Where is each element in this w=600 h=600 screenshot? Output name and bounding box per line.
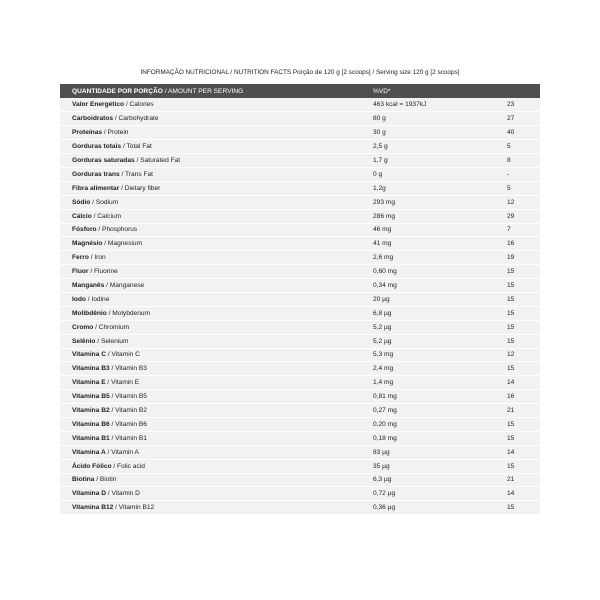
nutrient-amount: 293 mg	[373, 198, 395, 206]
nutrient-amount: 5,2 µg	[373, 323, 392, 331]
nutrient-daily-value: 15	[507, 434, 515, 442]
nutrient-name-pt: Cromo	[72, 323, 94, 331]
nutrient-name-en: / Protein	[102, 129, 129, 137]
table-row	[60, 98, 540, 112]
nutrient-name-pt: Selênio	[72, 337, 96, 345]
table-header-row	[60, 84, 540, 98]
nutrient-name	[60, 279, 361, 293]
nutrient-amount: 1,7 g	[373, 157, 388, 164]
nutrient-name-en: / Iron	[88, 254, 106, 262]
nutrient-daily-value: 7	[507, 226, 511, 234]
table-row	[60, 473, 540, 487]
table-row	[60, 251, 540, 265]
nutrient-name-pt: Proteínas	[72, 129, 103, 137]
nutrient-name-pt: Sódio	[72, 198, 91, 206]
nutrient-name	[60, 431, 361, 445]
nutrient-name-pt: Vitamina B12	[72, 504, 114, 512]
nutrient-amount: 6,8 µg	[373, 309, 392, 317]
nutrient-amount: 0,60 mg	[373, 268, 397, 276]
nutrient-amount: 0,18 mg	[373, 434, 397, 442]
nutrient-amount: 0,34 mg	[373, 282, 397, 290]
nutrient-name-pt: Carboidratos	[72, 115, 114, 123]
header-daily-value: %VD*	[373, 87, 391, 95]
nutrient-amount: 20 µg	[373, 295, 390, 303]
nutrient-daily-value: 16	[507, 393, 515, 401]
nutrient-name	[60, 237, 361, 251]
nutrient-name	[60, 265, 361, 279]
nutrient-name-pt: Gorduras trans	[72, 170, 120, 178]
nutrient-name-pt: Molibdênio	[72, 309, 107, 317]
header-qty-en: / AMOUNT PER SERVING	[162, 87, 244, 95]
nutrient-amount: 0,27 mg	[373, 407, 397, 415]
table-row	[60, 348, 540, 362]
nutrient-amount: 0,72 µg	[373, 490, 396, 498]
nutrient-name-pt: Gorduras saturadas	[72, 157, 135, 164]
table-row	[60, 417, 540, 431]
table-row	[60, 112, 540, 126]
nutrient-daily-value: 23	[507, 101, 515, 109]
table-row	[60, 459, 540, 473]
nutrient-daily-value: 15	[507, 462, 515, 470]
nutrient-name-en: / Vitamin C	[105, 351, 140, 359]
nutrient-name-en: / Folic acid	[111, 462, 145, 470]
table-row	[60, 501, 540, 515]
nutrient-name-en: / Manganese	[104, 282, 145, 290]
nutrient-daily-value: 21	[507, 476, 515, 484]
table-row	[60, 209, 540, 223]
nutrient-daily-value: -	[507, 170, 510, 178]
table-row	[60, 279, 540, 293]
nutrient-name-pt: Vitamina B2	[72, 407, 110, 415]
nutrient-daily-value: 12	[507, 351, 515, 359]
nutrient-amount: 0,20 mg	[373, 420, 397, 428]
nutrient-amount: 5,3 mg	[373, 351, 394, 359]
nutrient-amount: 6,3 µg	[373, 476, 392, 484]
nutrient-name	[60, 362, 361, 376]
nutrient-name	[60, 292, 361, 306]
table-row	[60, 195, 540, 209]
table-row	[60, 362, 540, 376]
nutrient-name-en: / Selenium	[95, 337, 129, 345]
nutrient-name-pt: Valor Energético	[72, 101, 125, 109]
nutrient-name-en: / Sodium	[90, 198, 119, 206]
nutrient-name-en: / Phosphorus	[96, 226, 138, 234]
nutrient-name-pt: Fluor	[72, 268, 89, 276]
nutrient-name-en: / Vitamin B1	[109, 434, 147, 442]
nutrient-name-pt: Magnésio	[72, 240, 103, 248]
nutrient-name-pt: Vitamina B6	[72, 420, 110, 428]
nutrient-name-pt: Vitamina B3	[72, 365, 110, 373]
table-row	[60, 223, 540, 237]
nutrient-name-pt: Vitamina A	[72, 448, 106, 456]
nutrient-daily-value: 15	[507, 420, 515, 428]
nutrient-daily-value: 15	[507, 365, 515, 373]
nutrient-amount: 83 µg	[373, 448, 390, 456]
table-row	[60, 126, 540, 140]
table-row	[60, 167, 540, 181]
nutrient-name-en: / Calcium	[91, 212, 122, 220]
nutrient-name-en: / Fluorine	[88, 268, 118, 276]
nutrient-name-en: / Carbohydrate	[113, 115, 159, 123]
nutrient-amount: 30 g	[373, 129, 386, 137]
nutrient-name	[60, 181, 361, 195]
table-row	[60, 237, 540, 251]
table-row	[60, 334, 540, 348]
nutrient-name-en: / Vitamin B12	[113, 504, 155, 512]
nutrient-name-en: / Biotin	[94, 476, 117, 484]
nutrient-name-en: / Vitamin B2	[109, 407, 147, 415]
table-row	[60, 140, 540, 154]
table-row	[60, 445, 540, 459]
nutrient-name	[60, 154, 361, 168]
nutrient-name-pt: Vitamina B5	[72, 393, 110, 401]
nutrient-amount: 0,36 µg	[373, 504, 396, 512]
nutrient-daily-value: 15	[507, 504, 515, 512]
nutrient-name-pt: Ferro	[72, 254, 89, 262]
nutrient-daily-value: 40	[507, 129, 515, 137]
nutrient-name	[60, 223, 361, 237]
nutrient-name	[60, 459, 361, 473]
nutrient-name-en: / Magnesium	[102, 240, 143, 248]
nutrient-daily-value: 27	[507, 115, 515, 123]
table-row	[60, 376, 540, 390]
header-blank	[507, 84, 540, 98]
nutrient-name	[60, 348, 361, 362]
nutrient-daily-value: 15	[507, 323, 515, 331]
nutrient-name	[60, 501, 361, 515]
nutrient-name-en: / Calories	[124, 101, 154, 109]
nutrient-name	[60, 98, 361, 112]
nutrient-name	[60, 195, 361, 209]
nutrient-daily-value: 15	[507, 309, 515, 317]
nutrient-name-pt: Manganês	[72, 282, 105, 290]
nutrient-daily-value: 5	[507, 184, 511, 192]
nutrient-name-en: / Vitamin B5	[109, 393, 147, 401]
table-row	[60, 181, 540, 195]
nutrient-name	[60, 404, 361, 418]
nutrient-daily-value: 14	[507, 448, 515, 456]
nutrient-name-en: / Vitamin B6	[109, 420, 147, 428]
nutrient-daily-value: 29	[507, 212, 515, 220]
nutrient-name-en: / Trans Fat	[119, 170, 153, 178]
nutrient-name-en: / Chromium	[93, 323, 130, 331]
nutrient-amount: 0 g	[373, 170, 383, 178]
table-row	[60, 292, 540, 306]
nutrient-name-pt: Vitamina E	[72, 379, 106, 387]
nutrient-name	[60, 251, 361, 265]
nutrient-name-en: / Molybdenum	[106, 309, 151, 317]
nutrient-name-pt: Cálcio	[72, 212, 92, 220]
nutrient-name-en: / Dietary fiber	[119, 184, 161, 192]
nutrient-name-en: / Vitamin E	[105, 379, 140, 387]
nutrient-amount: 35 µg	[373, 462, 390, 470]
nutrient-name-en: / Vitamin A	[105, 448, 139, 456]
nutrient-name	[60, 126, 361, 140]
nutrient-name-pt: Fibra alimentar	[72, 184, 120, 192]
nutrient-amount: 41 mg	[373, 240, 392, 248]
nutrient-name-pt: Vitamina B1	[72, 434, 110, 442]
nutrient-daily-value: 12	[507, 198, 515, 206]
table-row	[60, 320, 540, 334]
nutrient-name-pt: Vitamina C	[72, 351, 106, 359]
nutrient-amount: 1,4 mg	[373, 379, 394, 387]
nutrient-amount: 46 mg	[373, 226, 392, 234]
nutrient-name	[60, 320, 361, 334]
nutrient-amount: 2,5 g	[373, 143, 388, 151]
table-row	[60, 404, 540, 418]
nutrient-name	[60, 167, 361, 181]
nutrient-daily-value: 16	[507, 240, 515, 248]
nutrient-name-pt: Biotina	[72, 476, 95, 484]
table-row	[60, 154, 540, 168]
nutrient-name-pt: Fósforo	[72, 226, 97, 234]
table-row	[60, 431, 540, 445]
nutrient-name	[60, 376, 361, 390]
nutrient-amount: 2,4 mg	[373, 365, 394, 373]
nutrient-daily-value: 5	[507, 143, 511, 151]
nutrient-name-pt: Vitamina D	[72, 490, 106, 498]
nutrient-daily-value: 21	[507, 407, 515, 415]
nutrient-name	[60, 417, 361, 431]
nutrient-daily-value: 15	[507, 282, 515, 290]
nutrient-name	[60, 445, 361, 459]
header-amount-per-serving	[60, 84, 361, 98]
table-body	[60, 98, 540, 515]
nutrient-name	[60, 209, 361, 223]
nutrient-amount: 463 kcal = 1937kJ	[373, 101, 427, 109]
table-row	[60, 265, 540, 279]
nutrient-name	[60, 140, 361, 154]
nutrient-daily-value: 15	[507, 337, 515, 345]
nutrient-daily-value: 15	[507, 295, 515, 303]
nutrient-name	[60, 334, 361, 348]
nutrient-daily-value: 19	[507, 254, 515, 262]
nutrient-name-pt: Ácido Fólico	[72, 462, 112, 470]
nutrient-amount: 2,6 mg	[373, 254, 394, 262]
nutrient-amount: 80 g	[373, 115, 386, 123]
nutrient-name-en: / Saturated Fat	[134, 157, 181, 164]
nutrient-name-en: / Vitamin B3	[109, 365, 147, 373]
nutrient-amount: 0,81 mg	[373, 393, 397, 401]
table-row	[60, 487, 540, 501]
table-row	[60, 390, 540, 404]
nutrient-name	[60, 306, 361, 320]
nutrient-name	[60, 473, 361, 487]
table-row	[60, 306, 540, 320]
nutrient-name-pt: Iodo	[72, 295, 86, 303]
nutrient-name	[60, 112, 361, 126]
nutrient-daily-value: 15	[507, 268, 515, 276]
nutrient-name-en: / Iodine	[85, 295, 110, 303]
nutrient-amount: 1,2g	[373, 184, 386, 192]
nutrient-name-en: / Vitamin D	[105, 490, 140, 498]
nutrient-name-en: / Total Fat	[121, 143, 152, 151]
nutrient-daily-value: 8	[507, 157, 511, 164]
nutrient-daily-value: 14	[507, 490, 515, 498]
header-qty-pt: QUANTIDADE POR PORÇÃO	[72, 87, 163, 95]
nutrient-name-pt: Gorduras totais	[72, 143, 122, 151]
nutrient-daily-value: 14	[507, 379, 515, 387]
nutrient-amount: 286 mg	[373, 212, 395, 220]
nutrition-facts-title: INFORMAÇÃO NUTRICIONAL / NUTRITION FACTS Porção de 120 g [2 scoops] / Serving size 120 g [2 scoops]	[140, 69, 460, 76]
nutrition-table	[60, 84, 540, 515]
nutrient-name	[60, 390, 361, 404]
nutrient-amount: 5,2 µg	[373, 337, 392, 345]
nutrient-name	[60, 487, 361, 501]
